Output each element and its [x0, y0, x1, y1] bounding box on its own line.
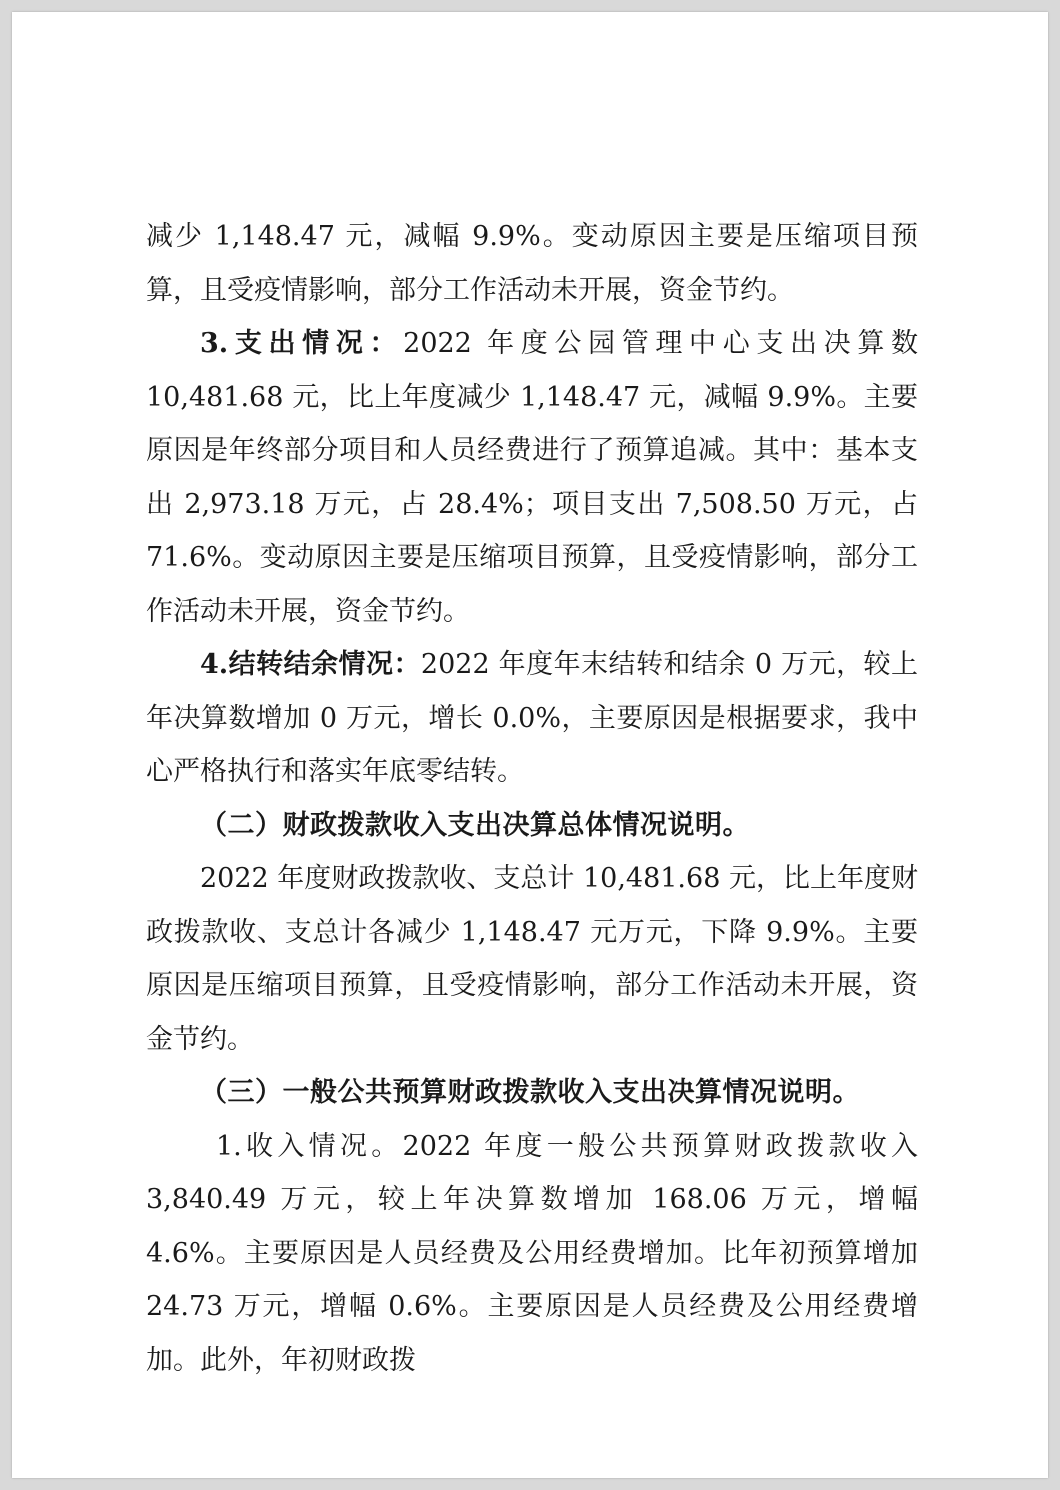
document-page: [12, 12, 1048, 1478]
paragraph-income: 1.收入情况。2022 年度一般公共预算财政拨款收入 3,840.49 万元，较上年决算数增加 168.06 万元，增幅 4.6%。主要原因是人员经费及公用经费增加。比年初预算增加 24.73 万元，增幅 0.6%。主要原因是人员经费及公用经费增加。此外，年初财政拨: [146, 1130, 918, 1376]
expenditure-label: 3.支出情况：: [200, 328, 404, 359]
document-body: [146, 210, 918, 1387]
paragraph-carryover: [146, 638, 918, 799]
paragraph-continuation: 减少 1,148.47 元，减幅 9.9%。变动原因主要是压缩项目预算，且受疫情影响，部分工作活动未开展，资金节约。: [146, 221, 918, 306]
carryover-text: 2022 年度年末结转和结余 0 万元，较上年决算数增加 0 万元，增长 0.0%，主要原因是根据要求，我中心严格执行和落实年底零结转。: [146, 649, 919, 787]
section-heading-3: （三）一般公共预算财政拨款收入支出决算情况说明。: [200, 1077, 860, 1108]
carryover-label: 4.结转结余情况：: [200, 649, 421, 680]
paragraph-fiscal-total: 2022 年度财政拨款收、支总计 10,481.68 元，比上年度财政拨款收、支总计各减少 1,148.47 元万元，下降 9.9%。主要原因是压缩项目预算，且受疫情影响，部分工作活动未开展，资金节约。: [146, 863, 918, 1055]
paragraph-expenditure: [146, 317, 918, 638]
section-heading-2: （二）财政拨款收入支出决算总体情况说明。: [200, 809, 750, 841]
expenditure-text: 2022 年度公园管理中心支出决算数 10,481.68 元，比上年度减少 1,148.47 元，减幅 9.9%。主要原因是年终部分项目和人员经费进行了预算追减。其中：基本支出 2,973.18 万元，占 28.4%；项目支出 7,508.50 万元，占 71.6%。变动原因主要是压缩项目预算，且受疫情影响，部分工作活动未开展，资金节约。: [146, 328, 918, 627]
